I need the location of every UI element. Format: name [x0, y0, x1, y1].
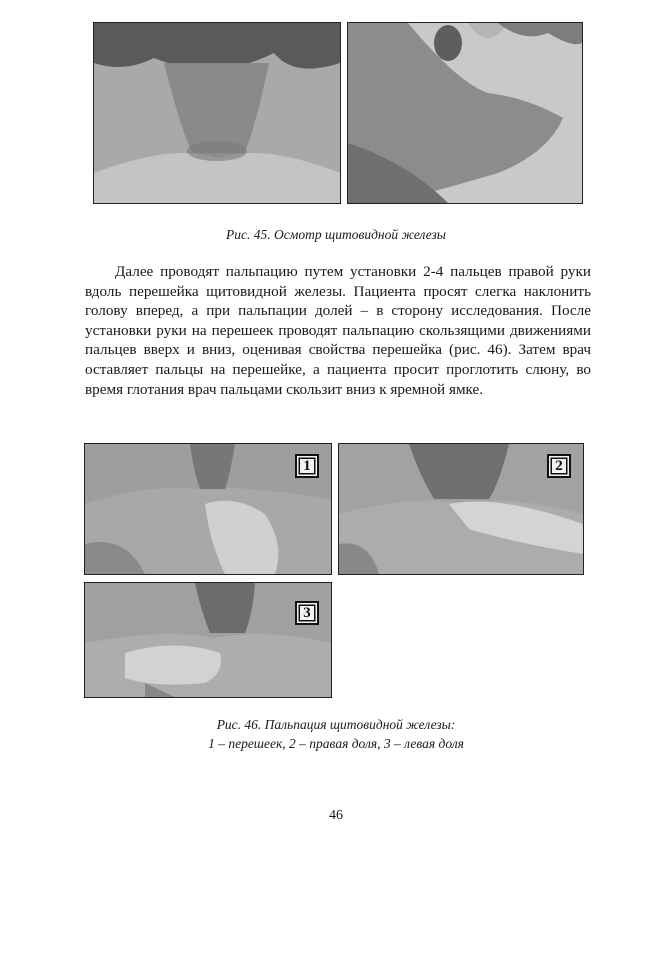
- photo-palpation-isthmus: [84, 443, 332, 575]
- body-paragraph: [85, 262, 591, 399]
- figure-badge-1: 1: [295, 454, 319, 478]
- paragraph-text: Далее проводят пальпацию путем установки 2-4 пальцев правой руки вдоль перешейка щитовидной железы. Пациента просят слегка наклонить голову вперед, а при пальпации долей – в сторону исследования. После установки руки на перешеек проводят пальпацию скользящими движениями пальцев вверх и вниз, оценивая свойства перешейка (рис. 46). Затем врач оставляет пальцы на перешейке, а пациента просит проглотить слюну, во время глотания врач пальцами скользит вниз к яремной ямке.: [85, 263, 591, 398]
- figure-46-caption-line-2: 1 – перешеек, 2 – правая доля, 3 – левая доля: [208, 736, 464, 751]
- photo-neck-profile: [347, 22, 583, 204]
- figure-badge-2: 2: [547, 454, 571, 478]
- figure-badge-3: 3: [295, 601, 319, 625]
- photo-neck-front: [93, 22, 341, 204]
- photo-palpation-right-lobe: [338, 443, 584, 575]
- figure-45-caption: Рис. 45. Осмотр щитовидной железы: [226, 227, 446, 242]
- photo-palpation-left-lobe: [84, 582, 332, 698]
- figure-46-caption-line-1: Рис. 46. Пальпация щитовидной железы:: [216, 717, 456, 732]
- page-number: 46: [329, 808, 343, 823]
